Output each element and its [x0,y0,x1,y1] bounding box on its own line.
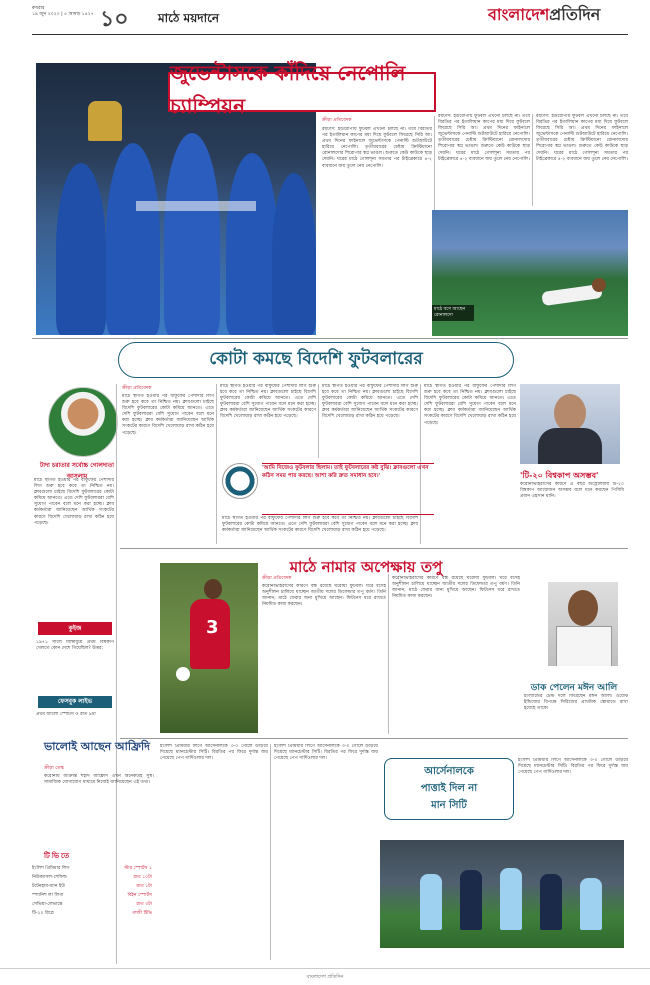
story2-text-col2: মার্চে স্থগিত হওয়ার পর বাফুফের পেশাদার লিগ শুরু হবে কবে তা নিশ্চিত নয়। ক্লাবগুলো চাইছে বিদেশি ফুটবলারের কোটা কমিয়ে আনতে। এতে দেশি ফুটবলাররা বেশি সুযোগ পাবেন বলে মনে করা হচ্ছে। ক্লাব কর্মকর্তারা জানিয়েছেন আর্থিক সংকটের কারণে বিদেশি খেলোয়াড় রাখা কঠিন হয়ে পড়েছে। [220,384,316,420]
page-number: ১০ [100,7,129,32]
tv-row [32,909,152,917]
tv-program: নিউক্যাসল-শেফিল্ড [32,875,67,880]
brand-part1: বাংলাদেশ [488,5,550,24]
story3-byline: ক্রীড়া প্রতিবেদক [262,576,292,581]
story4-byline: ক্রীড়া ডেস্ক [44,766,64,771]
brand-part2: প্রতিদিন [549,5,601,24]
tv-row [32,882,152,890]
t20-worldcup-headline: 'টি-২০ বিশ্বকাপ অসম্ভব' [520,471,599,480]
header-rule [32,34,628,35]
story2-text-col1: মার্চে স্থগিত হওয়ার পর বাফুফের পেশাদার লিগ শুরু হবে কবে তা নিশ্চিত নয়। ক্লাবগুলো চাইছে বিদেশি ফুটবলারের কোটা কমিয়ে আনতে। এতে দেশি ফুটবলাররা বেশি সুযোগ পাবেন বলে মনে করা হচ্ছে। ক্লাব কর্মকর্তারা জানিয়েছেন আর্থিক সংকটের কারণে বিদেশি খেলোয়াড় রাখা কঠিন হয়ে পড়েছে। [122,394,214,436]
tv-channel: স্টার স্পোর্টস ১ [124,866,152,871]
tv-program: স্প্যানিশ লা লিগা [32,893,64,898]
tv-channel: রাত ১০টা [133,875,152,880]
brand-logo [488,2,600,29]
headline-foreign-quota: কোটা কমছে বিদেশি ফুটবলারের [118,342,514,378]
topu-action-photo: 3 [160,563,258,733]
header-weekday: রুবরার [32,6,45,11]
story3-text-col2: করোনাভাইরাসের কারণে বন্ধ রয়েছে ঘরোয়া ফুটবল। ঘরে বসেই অনুশীলন চালিয়ে যাচ্ছেন জাতীয় দলের ডিফেন্ডার তপু বর্মণ। তিনি জানান, মাঠে ফেরার জন্য মুখিয়ে আছেন। ফিটনেস ধরে রাখতে নিয়মিত কাজ করছেন। [392,576,520,600]
portrait1-caption: টাদা চরাতার সর্বোচ্চ গোলদাতা আসলাম [40,462,114,480]
tv-row [32,873,152,881]
story1-text-col2: রয়টার্স: ইউরোপীয় ফুটবল এখনো চলছে না। তবে বিরতির পর ইতালিয়ান কাপের মধ্য দিয়ে ফুটবলে ফিরেছে সিরি আ। প্রথম দিনের ফাইনালে জুভেন্টাসকে পেনাল্টি শুটআউটে হারিয়ে নেপোলি। তৃতীয়বারের চেষ্টায় ক্রিস্টিয়ানো রোনালদোর শিরোপার স্বপ্ন ভাঙল। শুরুতে কেউ কাউকে ছাড় দেয়নি। ঘরের মাঠে গোলশূন্য সমতার পর টাইব্রেকারে ৪-২ ব্যবধানে জয় তুলে নেয় নেপোলি। [438,114,530,162]
tv-program: টি-২০ রিপ্লে [32,911,54,916]
tv-channel: রাত ৩টা [136,902,152,907]
tv-channel: গাজী টিভি [132,911,152,916]
ehsan-mani-portrait [520,384,620,464]
sidebar-text: মার্চে স্থগিত হওয়ার পর বাফুফের পেশাদার লিগ শুরু হবে কবে তা নিশ্চিত নয়। ক্লাবগুলো চাইছে বিদেশি ফুটবলারের কোটা কমিয়ে আনতে। এতে দেশি ফুটবলাররা বেশি সুযোগ পাবেন বলে মনে করা হচ্ছে। ক্লাব কর্মকর্তারা জানিয়েছেন আর্থিক সংকটের কারণে বিদেশি খেলোয়াড় রাখা কঠিন হয়ে পড়েছে। [34,478,114,526]
mancity-text: ইংলিশ প্রিমিয়ার লিগে আর্সেনালকে ৩-০ গোলে উড়িয়ে দিয়েছে ম্যানচেস্টার সিটি। বিরতির পর ফিরে দুর্দান্ত জয় পেয়েছে পেপ গার্দিওলার দল। [518,758,628,776]
afridi-text: করোনায় আক্রান্ত শহীদ আফ্রিদি এখন অনেকটাই সুস্থ। সামাজিক যোগাযোগ মাধ্যমে নিজেই জানিয়েছেন এই তথ্য। [44,774,154,786]
tv-program: টটেনহাম-ম্যান ইউ [32,884,65,889]
tv-channel: বিইন স্পোর্টস [127,893,152,898]
story2-text-col4: মার্চে স্থগিত হওয়ার পর বাফুফের পেশাদার লিগ শুরু হবে কবে তা নিশ্চিত নয়। ক্লাবগুলো চাইছে বিদেশি ফুটবলারের কোটা কমিয়ে আনতে। এতে দেশি ফুটবলাররা বেশি সুযোগ পাবেন বলে মনে করা হচ্ছে। ক্লাব কর্মকর্তারা জানিয়েছেন আর্থিক সংকটের কারণে বিদেশি খেলোয়াড় রাখা কঠিন হয়ে পড়েছে। [424,384,516,426]
story2-text-col3: মার্চে স্থগিত হওয়ার পর বাফুফের পেশাদার লিগ শুরু হবে কবে তা নিশ্চিত নয়। ক্লাবগুলো চাইছে বিদেশি ফুটবলারের কোটা কমিয়ে আনতে। এতে দেশি ফুটবলাররা বেশি সুযোগ পাবেন বলে মনে করা হচ্ছে। ক্লাব কর্মকর্তারা জানিয়েছেন আর্থিক সংকটের কারণে বিদেশি খেলোয়াড় রাখা কঠিন হয়ে পড়েছে। [322,384,418,420]
headline-juventus-napoli: জুভেন্টাসকে কাঁদিয়ে নেপোলি চ্যাম্পিয়ন [168,72,436,112]
story1-byline: ক্রীড়া প্রতিবেদক [322,118,352,123]
story4-text-col2: ইংলিশ প্রিমিয়ার লিগে আর্সেনালকে ৩-০ গোলে উড়িয়ে দিয়েছে ম্যানচেস্টার সিটি। বিরতির পর ফিরে দুর্দান্ত জয় পেয়েছে পেপ গার্দিওলার দল। [274,744,378,762]
arsenal-line2: পাত্তাই দিল না [420,782,478,794]
t20-worldcup-text: করোনাভাইরাসের কারণে এ বছর অস্ট্রেলিয়ায় টি-২০ বিশ্বকাপ আয়োজন অসম্ভব বলে মনে করছেন পিসিবি প্রধান এহসান মানি। [520,482,624,500]
section-title: মাঠে ময়দানে [158,11,220,25]
tv-row [32,891,152,899]
header-fulldate: ১৯ জুন ২০২০ | ৫ আষাঢ় ১৪২৭ [32,12,94,17]
moeen-ali-portrait [548,582,618,666]
tv-row [32,864,152,872]
story2-text-bottom: মার্চে স্থগিত হওয়ার পর বাফুফের পেশাদার লিগ শুরু হবে কবে তা নিশ্চিত নয়। ক্লাবগুলো চাইছে বিদেশি ফুটবলারের কোটা কমিয়ে আনতে। এতে দেশি ফুটবলাররা বেশি সুযোগ পাবেন বলে মনে করা হচ্ছে। ক্লাব কর্মকর্তারা জানিয়েছেন আর্থিক সংকটের কারণে বিদেশি খেলোয়াড় রাখা কঠিন হয়ে পড়েছে। [222,516,418,534]
story4-text-col1: ইংলিশ প্রিমিয়ার লিগে আর্সেনালকে ৩-০ গোলে উড়িয়ে দিয়েছে ম্যানচেস্টার সিটি। বিরতির পর ফিরে দুর্দান্ত জয় পেয়েছে পেপ গার্দিওলার দল। [160,744,268,762]
headline-afridi: ভালোই আছেন আফ্রিদি [44,740,150,753]
tv-channel: রাত ১টা [136,884,152,889]
tv-program: ইংলিশ প্রিমিয়ার লিগ [32,866,70,871]
page-footer: বাংলাদেশ প্রতিদিন [0,968,650,985]
facebook-live-label: ফেসবুক লাইভ [38,696,112,708]
tv-listing-heading: টিভিতে [44,852,72,860]
story1-text-col3: রয়টার্স: ইউরোপীয় ফুটবল এখনো চলছে না। তবে বিরতির পর ইতালিয়ান কাপের মধ্য দিয়ে ফুটবলে ফিরেছে সিরি আ। প্রথম দিনের ফাইনালে জুভেন্টাসকে পেনাল্টি শুটআউটে হারিয়ে নেপোলি। তৃতীয়বারের চেষ্টায় ক্রিস্টিয়ানো রোনালদোর শিরোপার স্বপ্ন ভাঙল। শুরুতে কেউ কাউকে ছাড় দেয়নি। ঘরের মাঠে গোলশূন্য সমতার পর টাইব্রেকারে ৪-২ ব্যবধানে জয় তুলে নেয় নেপোলি। [536,114,628,162]
photo2-caption: মাঠে বসে আছেন রোনালদো [432,305,474,321]
tv-row [32,900,152,908]
arsenal-mancity-headline [384,758,514,820]
pullquote: 'আমি নিজেও ফুটবলার ছিলাম। তাই ফুটবলারের কষ্ট বুঝি। ক্লাবগুলো এখন কঠিন সময় পার করছে। আশা করি দ্রুত সমাধান হবে।' [262,463,434,515]
aslam-portrait [48,387,118,457]
story2-byline: ক্রীড়া প্রতিবেদক [122,386,152,391]
quiz-text: ১৯৭১ সালে জিম্বাবুয়ে প্রথম বিশ্বকাপ খেলতে কোন দেশে গিয়েছিল? উত্তর: [36,640,114,652]
arsenal-line1: আর্সেনালকে [424,765,474,777]
moeen-ali-text: ইংল্যান্ডের টেস্ট দলে ফিরেছেন মঈন আলি। ওয়েস্ট ইন্ডিজের বিপক্ষে সিরিজের প্রাথমিক স্কোয়াডে রাখা হয়েছে তাকে। [524,694,628,712]
arsenal-line3: মান সিটি [431,799,467,811]
story3-text-col1: করোনাভাইরাসের কারণে বন্ধ রয়েছে ঘরোয়া ফুটবল। ঘরে বসেই অনুশীলন চালিয়ে যাচ্ছেন জাতীয় দলের ডিফেন্ডার তপু বর্মণ। তিনি জানান, মাঠে ফেরার জন্য মুখিয়ে আছেন। ফিটনেস ধরে রাখতে নিয়মিত কাজ করছেন। [262,584,386,608]
arsenal-mancity-photo [380,840,624,948]
moeen-ali-headline: ডাক পেলেন মঈন আলি [530,683,618,693]
headline-topu: মাঠে নামার অপেক্ষায় তপু [289,558,443,576]
tv-program: সেভিয়া-লেভান্তে [32,902,63,907]
bff-logo-icon [222,463,258,499]
story1-text-col1: রয়টার্স: ইউরোপীয় ফুটবল এখনো চলছে না। তবে বিরতির পর ইতালিয়ান কাপের মধ্য দিয়ে ফুটবলে ফিরেছে সিরি আ। প্রথম দিনের ফাইনালে জুভেন্টাসকে পেনাল্টি শুটআউটে হারিয়ে নেপোলি। তৃতীয়বারের চেষ্টায় ক্রিস্টিয়ানো রোনালদোর শিরোপার স্বপ্ন ভাঙল। শুরুতে কেউ কাউকে ছাড় দেয়নি। ঘরের মাঠে গোলশূন্য সমতার পর টাইব্রেকারে ৪-২ ব্যবধানে জয় তুলে নেয় নেপোলি। [322,127,432,169]
facebook-live-text: প্রথম আলো স্পোর্টস ও রাত ৯টা [36,712,96,717]
quiz-ribbon: কুইজ [38,622,112,635]
